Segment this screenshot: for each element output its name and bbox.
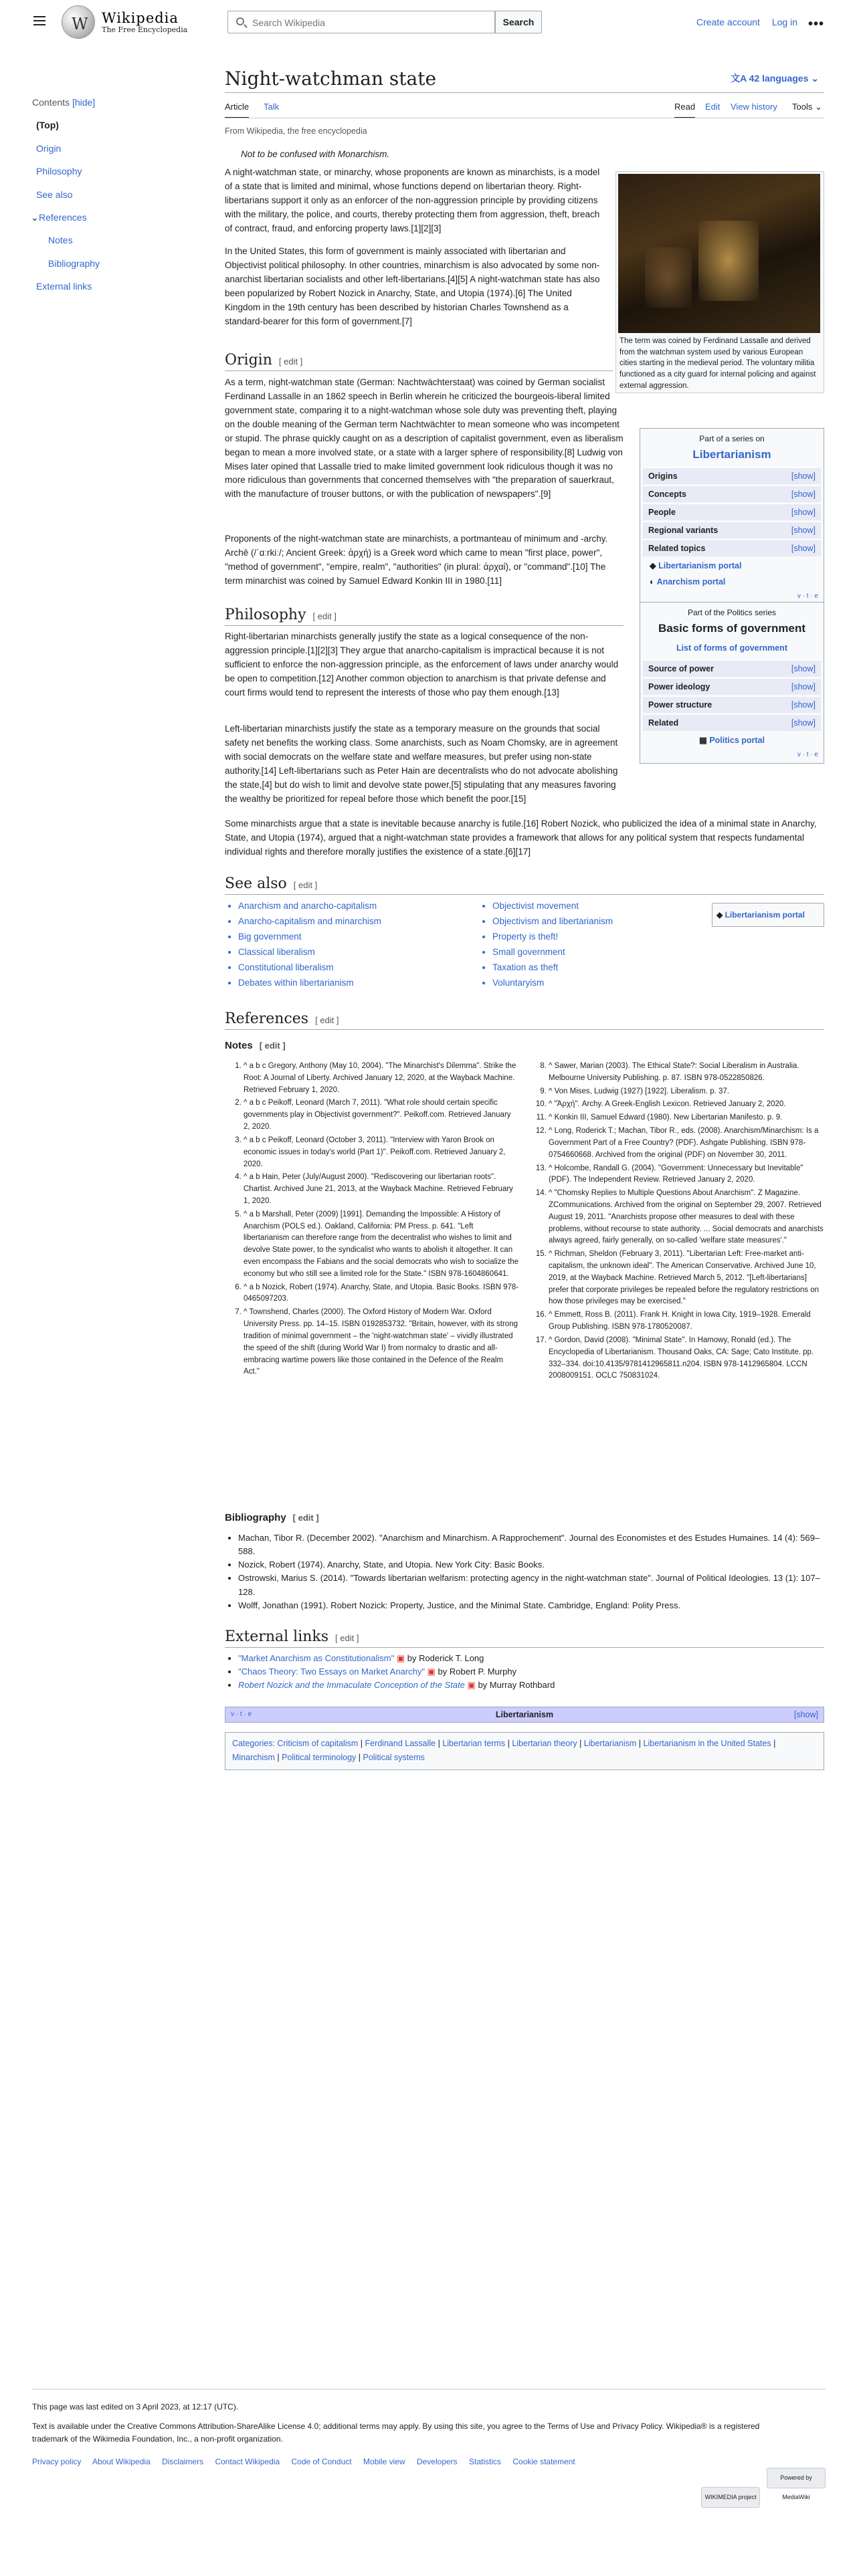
external-link-author: by Robert P. Murphy — [435, 1667, 517, 1677]
page-tabs — [225, 100, 824, 119]
reference-item: 1. ^ a b c Gregory, Anthony (May 10, 2004). "The Minarchist's Dilemma". Strike the Root: A Journal of Liberty. Archived January 12, 2020, at the Wayback Machine. Retrieved February 1, 2020. — [244, 1061, 519, 1096]
external-link-author: by Murray Rothbard — [475, 1680, 555, 1691]
toc-item-philosophy[interactable]: Philosophy — [36, 166, 82, 177]
see-also-item[interactable]: • Objectivism and libertarianism — [492, 914, 680, 930]
bibliography-item: • Wolff, Jonathan (1991). Robert Nozick: Property, Justice, and the Minimal State. Cambridge, England: Polity Press. — [238, 1599, 824, 1612]
category-link[interactable]: Libertarianism — [583, 1739, 637, 1748]
table-of-contents — [32, 95, 193, 298]
see-also-item[interactable]: • Small government — [492, 945, 680, 960]
search-button[interactable]: Search — [495, 11, 542, 33]
portal-icon: ◆ — [717, 910, 725, 920]
reference-item: 14. ^ "Chomsky Replies to Multiple Questions About Anarchism". Z Magazine. ZCommunications. Archived from the original on September 29, 2007. Retrieved August 19, 2011. "Anarchists propose other measures to deal with these problems, without recourse to state authority. ... Social democrats and anarchists always agreed, fairly generally, on so-called 'welfare state measures'." — [549, 1188, 824, 1247]
politics-icon: ▦ — [699, 736, 710, 746]
row-label: Power ideology — [648, 682, 710, 692]
category-link[interactable]: Libertarianism in the United States — [643, 1739, 771, 1748]
reference-item: 9. ^ Von Mises, Ludwig (1927) [1922]. Liberalism. p. 37. — [549, 1086, 824, 1098]
philosophy-paragraph-3: Some minarchists argue that a state is inevitable because anarchy is futile.[16] Robert Nozick, who publicized the idea of a minimal state in Anarchy, State, and Utopia (1974), argued that a night-watchman state provides a framework that allows for any political system that respects fundamental individual rights and therefore morally justifies the existence of a state.[6][17] — [225, 819, 817, 857]
notes-edit-link[interactable]: [ edit ] — [259, 1041, 286, 1051]
show-button[interactable]: [show] — [791, 664, 816, 674]
external-link-author: by Roderick T. Long — [405, 1653, 484, 1663]
sidebar-row-origins[interactable] — [643, 467, 821, 484]
language-button[interactable] — [731, 71, 819, 86]
tab-article[interactable]: Article — [225, 100, 249, 118]
portal-link[interactable]: Politics portal — [709, 736, 765, 746]
row-label: Related — [648, 718, 679, 728]
see-also-item[interactable]: • Taxation as theft — [492, 960, 680, 976]
show-button[interactable]: [show] — [791, 508, 816, 518]
row-label: Concepts — [648, 490, 686, 500]
libertarianism-portal-box[interactable] — [712, 903, 824, 927]
chevron-down-icon: ⌄ — [812, 102, 822, 112]
external-link[interactable]: "Chaos Theory: Two Essays on Market Anarchy" — [238, 1667, 425, 1677]
sidebar-vte[interactable]: v · t · e — [797, 751, 818, 759]
reference-item: 5. ^ a b Marshall, Peter (2009) [1991]. Demanding the Impossible: A History of Anarchism (POLS ed.). Oakland, California: PM Press. p. 641. "Left libertarianism can therefore range from the decentralist who wishes to limit and devolve State power, to the syndicalist who wants to abolish it altogether. It can even encompass the Fabians and the social democrats who wish to socialize the economy but who still see a limited role for the State." ISBN 978-1604860641. — [244, 1209, 519, 1281]
toc-item-see-also[interactable]: See also — [36, 189, 73, 200]
sidebar-row-regional-variants[interactable] — [643, 522, 821, 538]
footer-link[interactable]: Mobile view — [363, 2456, 405, 2466]
row-label: People — [648, 508, 676, 518]
toc-item-top[interactable]: (Top) — [36, 120, 59, 131]
philosophy-divider — [225, 625, 624, 626]
chevron-down-icon: ⌄ — [808, 73, 819, 84]
section-heading-notes — [225, 1038, 286, 1054]
external-link-item — [238, 1652, 824, 1665]
site-footer — [32, 2401, 826, 2468]
origin-heading-text: Origin — [225, 352, 272, 368]
license-text: Text is available under the Creative Commons Attribution-ShareAlike License 4.0; additional terms may apply. By using this site, you agree to the Terms of Use and Privacy Policy. Wikipedia® is a registered trademark of the Wikimedia Foundation, Inc., a non-profit organization. — [32, 2422, 760, 2444]
section-heading-references — [225, 1007, 339, 1031]
see-also-heading-text: See also — [225, 875, 287, 892]
main-menu-icon[interactable] — [33, 16, 45, 25]
sidebar-row-related[interactable] — [643, 714, 821, 731]
portal-link[interactable]: Libertarianism portal — [725, 910, 805, 920]
reference-item: 7. ^ Townshend, Charles (2000). The Oxford History of Modern War. Oxford University Press. pp. 14–15. ISBN 0192853732. "Britain, however, with its strong tradition of minimal government – the 'night-watchman state' – vividly illustrated the speed of the shift (during World War I) from normalcy to drastic and all-embracing wartime powers like those contained in the Defence of the Realm Act." — [244, 1307, 519, 1378]
toc-item-external-links[interactable]: External links — [36, 281, 92, 292]
tools-label: Tools — [792, 102, 813, 112]
show-button[interactable]: [show] — [791, 682, 816, 692]
tab-edit[interactable]: Edit — [705, 102, 721, 112]
footer-badges — [697, 2468, 826, 2508]
show-button[interactable]: [show] — [791, 471, 816, 481]
title-divider — [225, 92, 824, 93]
see-also-item[interactable]: • Anarcho-capitalism and minarchism — [238, 914, 479, 930]
show-button[interactable]: [show] — [791, 526, 816, 536]
show-button[interactable]: [show] — [791, 544, 816, 554]
see-also-item[interactable]: • Anarchism and anarcho-capitalism — [238, 899, 479, 914]
categories-label[interactable]: Categories: — [232, 1739, 275, 1748]
section-heading-bibliography — [225, 1510, 319, 1526]
footer-link[interactable]: Privacy policy — [32, 2456, 82, 2466]
sidebar-title-text: Basic forms of government — [658, 622, 806, 635]
toc-item-references-label: References — [39, 211, 87, 223]
footer-link[interactable]: Contact Wikipedia — [215, 2456, 280, 2466]
origin-paragraph-2: Proponents of the night-watchman state are minarchists, a portmanteau of minimum and -archy. Archē (/ˈɑːrkiː/; Ancient Greek: ἀρχή) is a Greek word which came to mean "first place, power", "method of government", "empire, realm", "authorities" (in plural: ἀρχαί), or "command".[10] The term minarchist was coined by Samuel Edward Konkin III in 1980.[11] — [225, 534, 608, 586]
toc-item-bibliography[interactable]: Bibliography — [48, 257, 100, 269]
create-account-link[interactable]: Create account — [696, 17, 760, 27]
wikimedia-badge[interactable]: WIKIMEDIA project — [701, 2487, 760, 2508]
reference-item: 2. ^ a b c Peikoff, Leonard (March 7, 2011). "What role should certain specific governments play in Objectivist government?". Peikoff.com. Retrieved January 2, 2020. — [244, 1097, 519, 1133]
category-link[interactable]: Minarchism — [232, 1753, 275, 1763]
origin-edit-link[interactable]: [ edit ] — [278, 356, 303, 366]
portal-link[interactable]: Libertarianism portal — [658, 561, 742, 571]
toc-hide-button[interactable]: [hide] — [72, 97, 96, 108]
reference-item: 15. ^ Richman, Sheldon (February 3, 2011). "Libertarian Left: Free-market anti-capitalism, the unknown ideal". The American Conservative. Archived June 10, 2019, at the Wayback Machine. Retrieved March 5, 2012. "[Left-libertarians] prefer that corporate privileges be repealed before the regulatory restrictions on how those privileges may be exercised." — [549, 1249, 824, 1308]
libertarianism-navbox — [225, 1707, 824, 1723]
libertarianism-sidebar — [640, 428, 824, 605]
external-links-edit-link[interactable]: [ edit ] — [335, 1633, 359, 1643]
category-link[interactable]: Political terminology — [282, 1753, 357, 1763]
categories-box: Categories: Criticism of capitalism | Ferdinand Lassalle | Libertarian terms | Libertarian theory | Libertarianism | Libertarianism in the United States | Minarchism | Political terminology | Political systems — [225, 1732, 824, 1770]
footer-link[interactable]: Cookie statement — [512, 2456, 575, 2466]
image-caption: The term was coined by Ferdinand Lassalle and derived from the watchman system used by various European cities starting in the medieval period. The voluntary militia functioned as a city guard for internal policing and against external aggression. — [619, 337, 816, 390]
see-also-item[interactable]: • Debates within libertarianism — [238, 976, 479, 991]
portal-link[interactable]: Anarchism portal — [656, 577, 726, 587]
category-link[interactable]: Libertarian theory — [512, 1739, 577, 1748]
site-header — [0, 0, 859, 44]
reference-item: 12. ^ Long, Roderick T.; Machan, Tibor R., eds. (2008). Anarchism/Minarchism: Is a Government Part of a Free Country? (PDF). Ashgate Publishing. ISBN 978-0754660668. Archived from the original (PDF) on November 30, 2011. — [549, 1125, 824, 1161]
anarchism-icon: ◐ — [650, 577, 657, 587]
reference-item: 16. ^ Emmett, Ross B. (2011). Frank H. Knight in Iowa City, 1919–1928. Emerald Group Publishing. ISBN 978-1780520087. — [549, 1309, 824, 1333]
sidebar-row-power-ideology[interactable] — [643, 678, 821, 695]
toc-title: Contents — [32, 97, 70, 108]
page-title: Night-watchman state — [225, 68, 437, 90]
see-also-item[interactable]: • Property is theft! — [492, 930, 680, 945]
reference-item: 11. ^ Konkin III, Samuel Edward (1980). New Libertarian Manifesto. p. 9. — [549, 1112, 824, 1124]
sidebar-title[interactable]: Libertarianism — [692, 448, 771, 461]
external-links-heading-text: External links — [225, 1628, 329, 1645]
personal-tools — [687, 15, 797, 29]
show-button[interactable]: [show] — [791, 718, 816, 728]
external-link[interactable]: "Market Anarchism as Constitutionalism" — [238, 1653, 395, 1663]
government-forms-sidebar — [640, 602, 824, 764]
search-icon — [236, 17, 244, 25]
reference-list — [225, 1061, 824, 1448]
footer-link[interactable]: Disclaimers — [162, 2456, 204, 2466]
toc-item-references[interactable] — [32, 206, 193, 229]
sidebar-row-concepts[interactable] — [643, 486, 821, 502]
see-also-item[interactable]: • Voluntaryism — [492, 976, 680, 991]
category-link[interactable]: Criticism of capitalism — [277, 1739, 359, 1748]
sidebar-portal-politics[interactable] — [640, 732, 824, 748]
philosophy-heading-text: Philosophy — [225, 607, 306, 623]
see-also-item[interactable]: • Big government — [238, 930, 479, 945]
origin-paragraph-1: As a term, night-watchman state (German: Nachtwächterstaat) was coined by German socialist Ferdinand Lassalle in an 1862 speech in Berlin wherein he criticized the bourgeois-liberal limited government state, comparing it to a night-watchman whose sole duty was preventing theft, playing on the double meaning of the German term Nachtwächter to mean someone who was incompetent or stupid. The phrase quickly caught on as a description of capitalist government, even as liberalism began to mean a more involved state, or a state with a larger sphere of responsibility.[8] Ludwig von Mises later opined that Lassalle tried to make limited government look ridiculous though it was no more ridiculous than governments that concerned themselves with "the preparation of sauerkraut, with the manufacture of trouser buttons, or with the publication of newspapers".[9] — [225, 377, 624, 500]
external-links-divider — [225, 1647, 824, 1648]
sidebar-row-power-structure[interactable] — [643, 696, 821, 713]
sidebar-row-source-of-power[interactable] — [643, 660, 821, 677]
footer-link[interactable]: Developers — [416, 2456, 458, 2466]
wikipedia-tagline: The Free Encyclopedia — [102, 25, 188, 34]
row-label: Power structure — [648, 700, 712, 710]
sidebar-row-related-topics[interactable] — [643, 540, 821, 556]
log-in-link[interactable]: Log in — [771, 17, 797, 27]
reference-column-2 — [530, 1061, 824, 1384]
sidebar-list-link[interactable]: List of forms of government — [676, 643, 787, 653]
bibliography-heading-text: Bibliography — [225, 1512, 286, 1523]
portal-icon: ◆ — [650, 561, 659, 571]
row-label: Regional variants — [648, 526, 719, 536]
bibliography-list — [225, 1531, 824, 1612]
sidebar-portal-anarchism[interactable] — [640, 574, 824, 590]
last-edited: This page was last edited on 3 April 2023, at 12:17 (UTC). — [32, 2402, 239, 2411]
see-also-col-2 — [479, 899, 680, 991]
references-heading-text: References — [225, 1010, 309, 1027]
toc-item-notes[interactable]: Notes — [48, 235, 73, 246]
sidebar-portal-libertarianism[interactable] — [640, 558, 824, 574]
row-label: Related topics — [648, 544, 706, 554]
pdf-icon: ▣ — [464, 1680, 476, 1691]
bibliography-item: • Nozick, Robert (1974). Anarchy, State, and Utopia. New York City: Basic Books. — [238, 1558, 824, 1572]
tab-view-history[interactable]: View history — [731, 102, 777, 112]
hatnote: Not to be confused with Monarchism. — [241, 149, 390, 159]
toc-heading — [32, 95, 193, 110]
philosophy-paragraph-2: Left-libertarian minarchists justify the state as a temporary measure on the grounds that social safety net benefits the working class. Some anarchists, such as Noam Chomsky, are in agreement with social democrats on the welfare state and welfare measures, but prefer using non-state authority.[14] Left-libertarians such as Peter Hain are decentralists who do not advocate abolishing the state,[4] but do wish to limit and devolve state power,[5] stipulating that any measures favoring the wealthy be prioritized for repeal before those which benefit the poor.[15] — [225, 724, 618, 804]
more-options-icon[interactable]: ••• — [807, 17, 824, 31]
philosophy-edit-link[interactable]: [ edit ] — [312, 611, 337, 621]
see-also-item[interactable]: • Classical liberalism — [238, 945, 479, 960]
night-watch-painting[interactable] — [618, 174, 820, 333]
show-button[interactable]: [show] — [791, 700, 816, 710]
wikipedia-wordmark[interactable]: Wikipedia — [102, 10, 179, 26]
intro-paragraph-2: In the United States, this form of government is mainly associated with libertarian and Objectivist political philosophy. In other countries, minarchism is also advocated by some non-anarchist libertarian socialists and other left-libertarians.[4][5] A night-watchman state has also been popularized by Robert Nozick in Anarchy, State, and Utopia (1974).[6] The United Kingdom in the 19th century has been described by historian Charles Townshend as a standard-bearer for this form of government.[7] — [225, 246, 600, 326]
search-input[interactable] — [227, 11, 495, 33]
references-edit-link[interactable]: [ edit ] — [315, 1015, 339, 1025]
sidebar-vte[interactable]: v · t · e — [797, 593, 818, 601]
category-link[interactable]: Libertarian terms — [442, 1739, 506, 1748]
see-also-divider — [225, 894, 824, 895]
external-link[interactable]: Robert Nozick and the Immaculate Conception of the State — [238, 1680, 465, 1691]
reference-item: 3. ^ a b c Peikoff, Leonard (October 3, 2011). "Interview with Yaron Brook on economic issues in today's world (Part 1)". Peikoff.com. Retrieved January 2, 2020. — [244, 1135, 519, 1170]
show-button[interactable]: [show] — [791, 490, 816, 500]
reference-item: 8. ^ Sawer, Marian (2003). The Ethical State?: Social Liberalism in Australia. Melbourne University Publishing. p. 87. ISBN 978-0522850826. — [549, 1061, 824, 1085]
reference-item: 13. ^ Holcombe, Randall G. (2004). "Government: Unnecessary but Inevitable" (PDF). The Independent Review. Retrieved January 2, 2020. — [549, 1163, 824, 1187]
external-links-list — [225, 1652, 824, 1692]
section-heading-external-links — [225, 1625, 359, 1648]
see-also-item[interactable]: • Objectivist movement — [492, 899, 680, 914]
bibliography-item: • Ostrowski, Marius S. (2014). "Towards libertarian welfarism: protecting agency in the night-watchman state". Journal of Political Ideologies. 13 (1): 107–128. — [238, 1572, 824, 1598]
footer-link[interactable]: About Wikipedia — [92, 2456, 151, 2466]
site-sub: From Wikipedia, the free encyclopedia — [225, 126, 367, 136]
mediawiki-badge[interactable]: Powered by MediaWiki — [767, 2468, 826, 2488]
see-also-col-1 — [225, 899, 479, 991]
footer-link[interactable]: Code of Conduct — [291, 2456, 352, 2466]
category-link[interactable]: Ferdinand Lassalle — [365, 1739, 436, 1748]
bibliography-edit-link[interactable]: [ edit ] — [292, 1513, 319, 1523]
translate-icon: 文A — [731, 73, 749, 84]
chevron-down-icon[interactable]: ⌄ — [31, 211, 39, 223]
wikipedia-logo[interactable]: W — [62, 5, 95, 39]
reference-item: 17. ^ Gordon, David (2008). "Minimal State". In Hamowy, Ronald (ed.). The Encyclopedia of Libertarianism. Thousand Oaks, CA: Sage; Cato Institute. pp. 332–334. doi:10.4135/9781412965811.n204. ISBN 978-1412965804. LCCN 2008009151. OCLC 750831024. — [549, 1335, 824, 1382]
sidebar-part-of: Part of the Politics series — [687, 608, 777, 617]
notes-heading-text: Notes — [225, 1040, 253, 1051]
section-heading-philosophy — [225, 603, 337, 627]
bibliography-item: • Machan, Tibor R. (December 2002). "Anarchism and Minarchism. A Rapprochement". Journal des Economistes et des Estudes Humaines. 14 (4): 569–588. — [238, 1531, 824, 1558]
toc-item-origin[interactable]: Origin — [36, 142, 62, 154]
see-also-item[interactable]: • Constitutional liberalism — [238, 960, 479, 976]
tab-talk[interactable]: Talk — [264, 102, 280, 112]
tab-tools[interactable] — [792, 100, 822, 117]
pdf-icon: ▣ — [394, 1653, 405, 1663]
external-link-item — [238, 1665, 824, 1679]
lead-image-box — [615, 171, 824, 393]
footer-links — [32, 2456, 826, 2468]
reference-item: 4. ^ a b Hain, Peter (July/August 2000). "Rediscovering our libertarian roots". Chartist. Archived June 21, 2013, at the Wayback Machine. Retrieved February 1, 2020. — [244, 1172, 519, 1207]
reference-item: 10. ^ "Ἀρχή". Archy. A Greek-English Lexicon. Retrieved January 2, 2020. — [549, 1099, 824, 1111]
sidebar-title — [640, 619, 824, 640]
reference-item: 6. ^ a b Nozick, Robert (1974). Anarchy, State, and Utopia. Basic Books. ISBN 978-0465097203. — [244, 1282, 519, 1306]
footer-link[interactable]: Statistics — [469, 2456, 502, 2466]
section-heading-origin — [225, 348, 302, 372]
sidebar-row-people[interactable] — [643, 504, 821, 520]
tab-read[interactable]: Read — [674, 100, 695, 118]
language-count: 42 languages — [749, 73, 809, 84]
row-label: Origins — [648, 471, 678, 481]
row-label: Source of power — [648, 664, 714, 674]
sidebar-part-of: Part of a series on — [699, 434, 765, 443]
search-placeholder: Search Wikipedia — [252, 17, 325, 28]
see-also-edit-link[interactable]: [ edit ] — [293, 880, 318, 890]
external-link-item — [238, 1679, 824, 1692]
references-divider — [225, 1029, 824, 1030]
intro-paragraph-1: A night-watchman state, or minarchy, whose proponents are known as minarchists, is a model of a state that is limited and minimal, whose functions depend on libertarian theory. Right-libertarians support it only as an enforcer of the non-aggression principle by providing citizens with the military, the police, and courts, thereby protecting them from aggression, theft, breach of contract, fraud, and enforcing property laws.[1][2][3] — [225, 167, 600, 233]
section-heading-see-also — [225, 872, 317, 895]
category-link[interactable]: Political systems — [363, 1753, 425, 1763]
origin-divider — [225, 370, 613, 371]
pdf-icon: ▣ — [425, 1667, 436, 1677]
navbox-vte[interactable]: v · t · e — [231, 1711, 252, 1718]
navbox-title[interactable]: Libertarianism — [495, 1710, 554, 1719]
philosophy-paragraph-1: Right-libertarian minarchists generally justify the state as a logical consequence of the non-aggression principle.[1][2][3] They argue that anarcho-capitalism is impractical because it is not sufficient to enforce the non-aggression principle, as the enforcement of laws under anarchy would be open to competition.[12] Another common objection to anarchism is that private defense and court firms would tend to represent the interests of those who pay them enough.[13] — [225, 631, 619, 697]
reference-column-1 — [225, 1061, 519, 1380]
navbox-show-button[interactable]: [show] — [793, 1710, 818, 1719]
